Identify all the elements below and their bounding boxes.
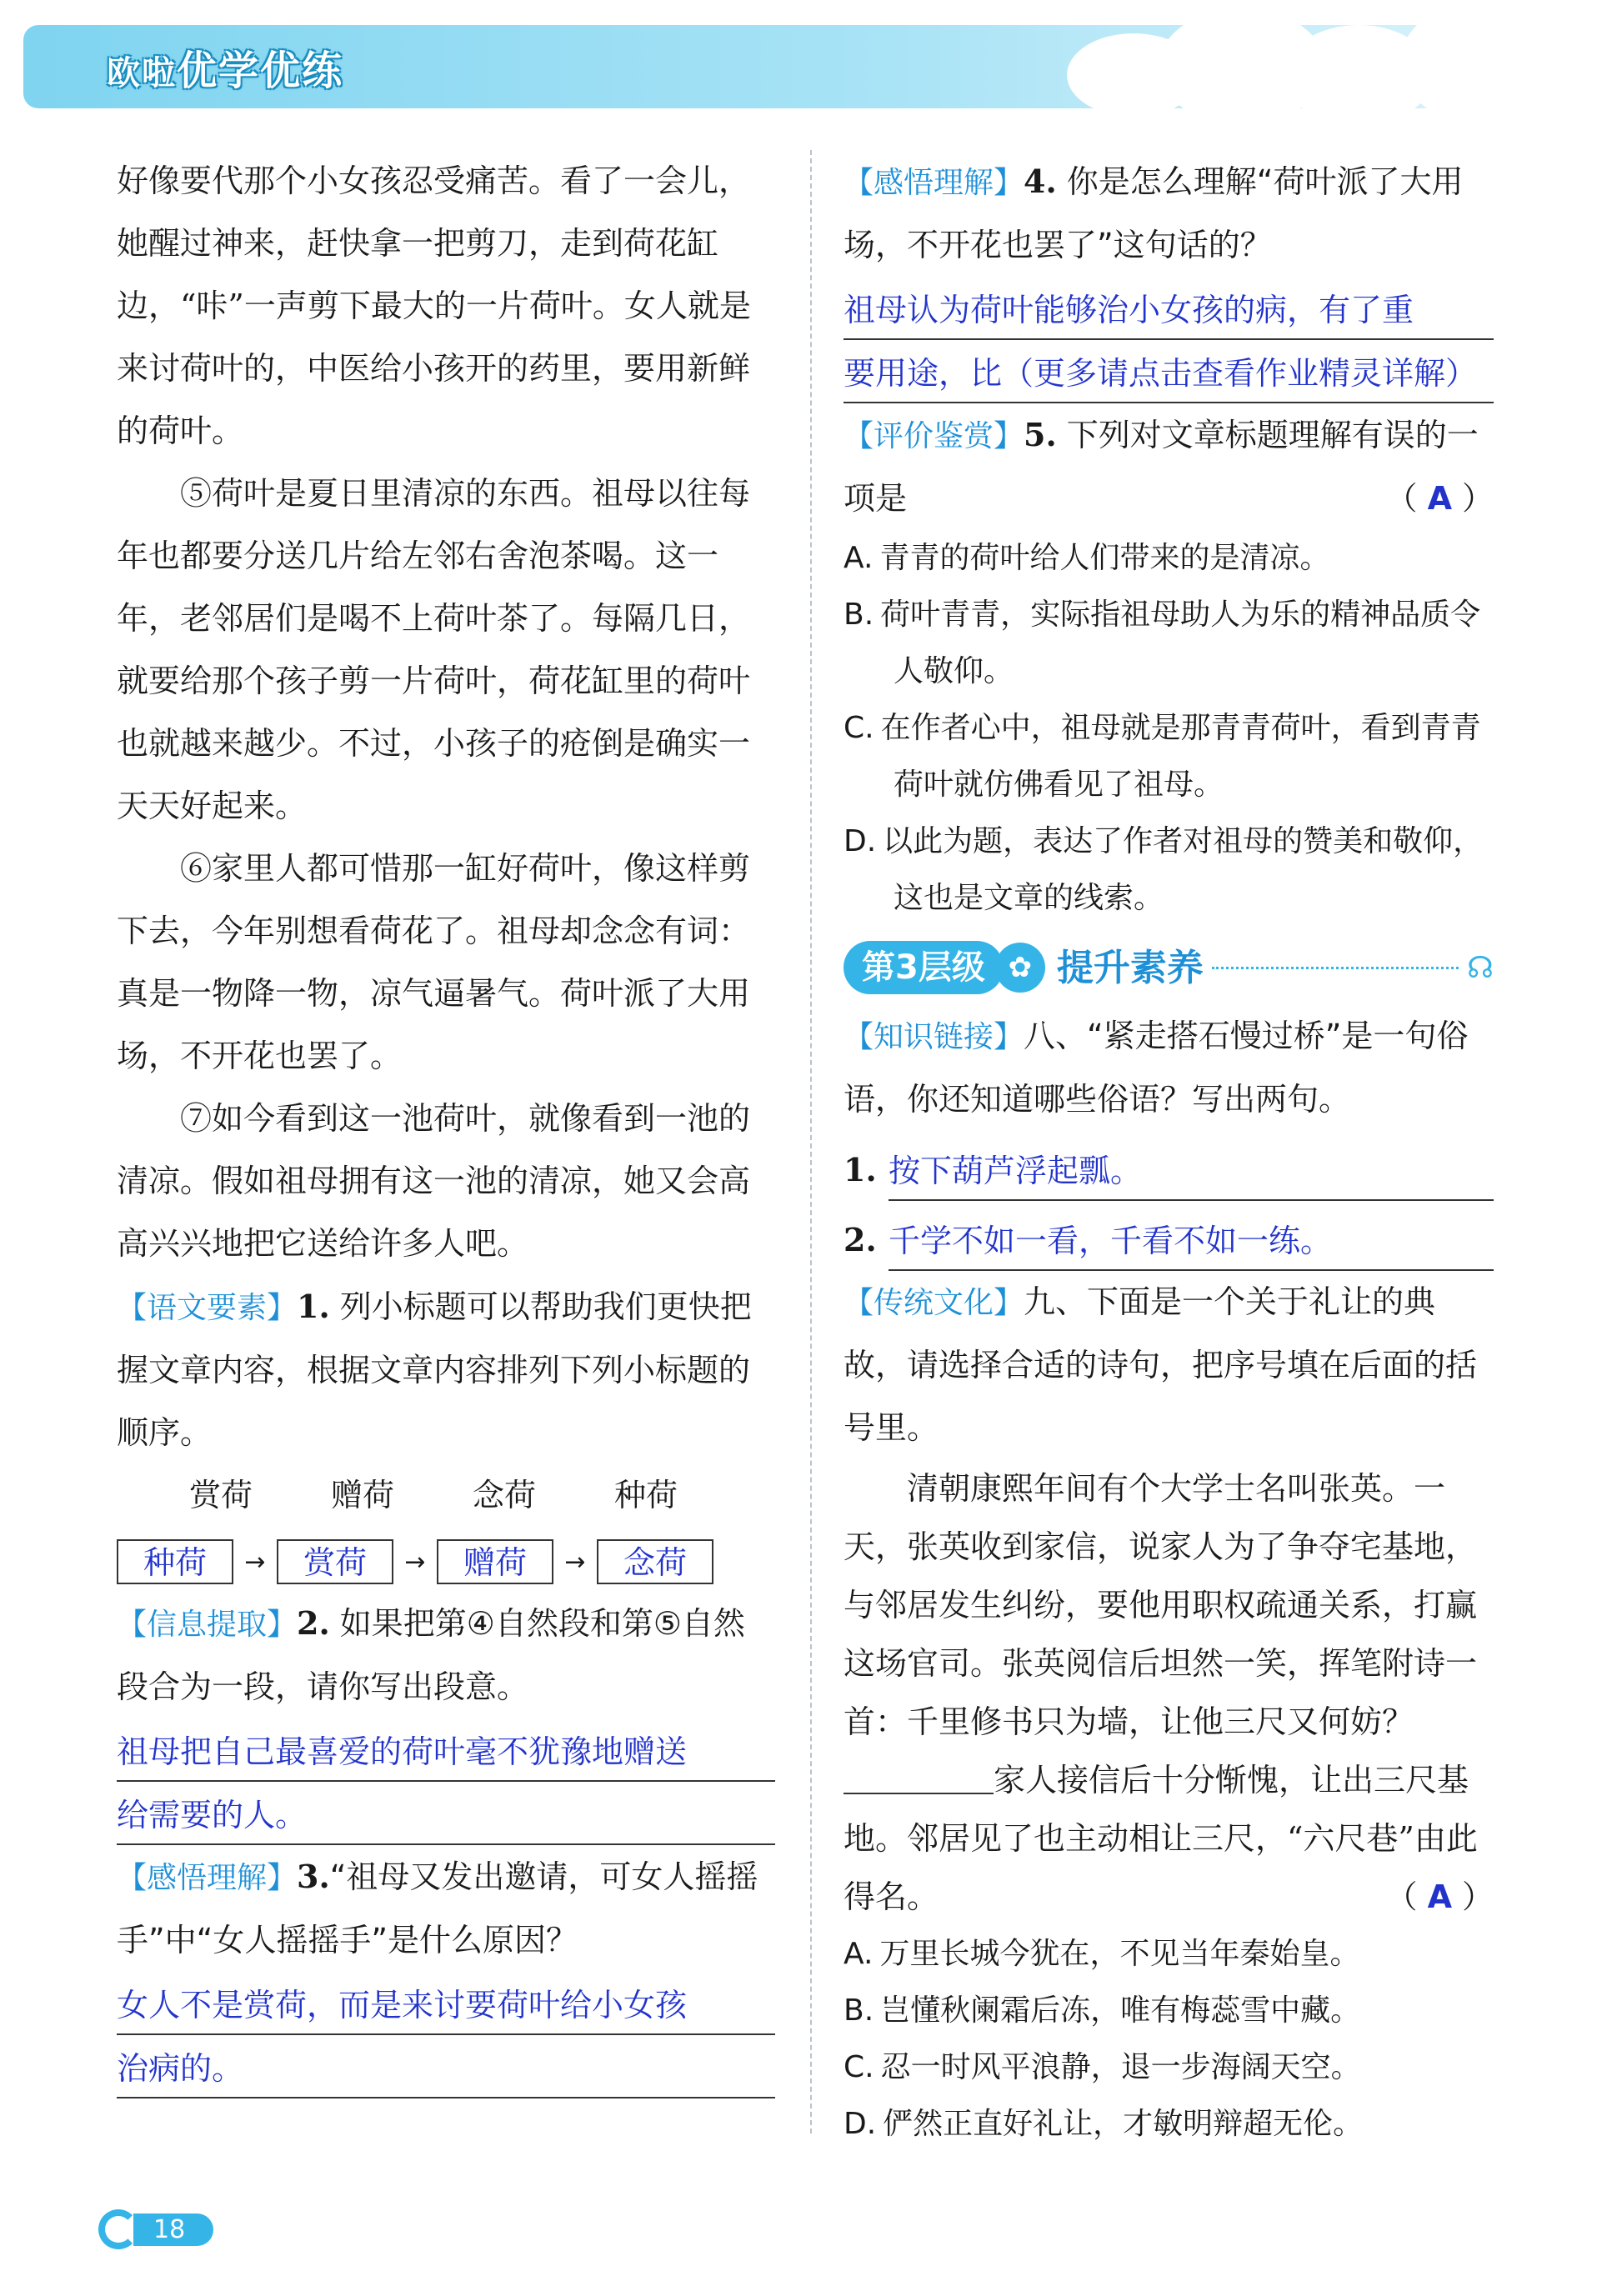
swirl-icon [98,2209,138,2249]
selected-answer[interactable]: A [1427,480,1452,517]
lightbulb-icon: ✿ [995,943,1045,993]
answer-line[interactable]: 祖母把自己最喜爱的荷叶毫不犹豫地赠送 [117,1718,775,1782]
story-paragraph: 清朝康熙年间有个大学士名叫张英。一天，张英收到家信，说家人为了争夺宅基地，与邻居发生纠纷，要他用职权疏通关系，打赢这场官司。张英阅信后坦然一笑，挥笔附诗一首：千里修书只为墙，让他三尺又何妨？家人接信后十分惭愧，让出三尺基地。邻居见了也主动相让三尺，“六尺巷”由此得名。 （ A ） [844,1459,1494,1926]
answer-line[interactable]: 女人不是赏荷，而是来讨要荷叶给小女孩 [117,1972,775,2035]
level-badge: 第3层级 [844,941,1004,994]
page-number: 18 [133,2213,213,2246]
cloud-decoration [1400,0,1567,125]
answer-box[interactable]: 种荷 [117,1539,233,1584]
swirl-icon: ☊ [1467,950,1494,985]
arrow-right-icon: → [244,1547,266,1577]
arrow-right-icon: → [564,1547,586,1577]
column-divider [810,150,812,2133]
question-tag: 【感悟理解】 [844,166,1024,200]
subtitle-option: 赠荷 [330,1477,394,1513]
question-tag: 【知识链接】 [844,1020,1024,1054]
level-title: 提升素养 [1056,946,1204,989]
option-b: B. 岂懂秋阑霜后冻，唯有梅蕊雪中藏。 [844,1993,1361,2028]
option-a: A. 万里长城今犹在，不见当年秦始皇。 [844,1937,1360,1971]
subtitle-option: 赏荷 [188,1477,253,1513]
page-footer [98,2204,213,2254]
option-d: D. 以此为题，表达了作者对祖母的赞美和敬仰，这也是文章的线索。 [844,824,1484,915]
answer-line[interactable]: 千学不如一看，千看不如一练。 [889,1208,1494,1271]
answer-box[interactable]: 赏荷 [277,1539,393,1584]
answer-line[interactable]: 给需要的人。 [117,1782,775,1845]
question-tag: 【评价鉴赏】 [844,419,1024,453]
answer-line[interactable]: 要用途，比（更多请点击查看作业精灵详解） [844,340,1494,403]
passage-paragraph-7: ⑦如今看到这一池荷叶，就像看到一池的清凉。假如祖母拥有这一池的清凉，她又会高高兴兴地把它送给许多人吧。 [117,1100,751,1262]
question-4: 【感悟理解】4. 你是怎么理解“荷叶派了大用场，不开花也罢了”这句话的？ [844,163,1464,263]
subtitle-options [150,1464,717,1527]
option-d: D. 俨然正直好礼让，才敏明辩超无伦。 [844,2107,1364,2141]
right-column [844,150,1494,2153]
question-3: 【感悟理解】3.“祖母又发出邀请，可女人摇摇手”中“女人摇摇手”是什么原因？ [117,1858,758,1958]
numbered-answer: 2. 千学不如一看，千看不如一练。 [844,1201,1494,1271]
answer-line[interactable]: 按下葫芦浮起瓢。 [889,1138,1494,1201]
question-9: 【传统文化】九、下面是一个关于礼让的典故，请选择合适的诗句，把序号填在后面的括号里。 [844,1283,1478,1446]
brand-logo: 欧啦优学优练 [107,48,344,94]
order-answer-row [117,1532,775,1592]
left-column [117,150,775,2098]
subtitle-option: 念荷 [472,1477,536,1513]
choice-answer: （ A ） [1385,480,1494,517]
answer-box[interactable]: 念荷 [597,1539,713,1584]
subtitle-option: 种荷 [613,1477,678,1513]
question-tag: 【传统文化】 [844,1286,1024,1320]
answer-line[interactable]: 治病的。 [117,2035,775,2098]
level-banner [844,930,1494,1005]
blank-line[interactable] [844,1759,994,1794]
selected-answer[interactable]: A [1427,1878,1452,1915]
answer-line[interactable]: 祖母认为荷叶能够治小女孩的病，有了重 [844,277,1494,340]
numbered-answer: 1. 按下葫芦浮起瓢。 [844,1131,1494,1201]
question-5: 【评价鉴赏】5. 下列对文章标题理解有误的一项是 （ A ） [844,403,1494,530]
question-tag: 【语文要素】 [117,1291,298,1325]
option-c: C. 忍一时风平浪静，退一步海阔天空。 [844,2050,1361,2084]
page-header [0,0,1607,133]
question-tag: 【信息提取】 [117,1608,298,1642]
answer-box[interactable]: 赠荷 [437,1539,553,1584]
passage-paragraph: 好像要代那个小女孩忍受痛苦。看了一会儿，她醒过神来，赶快拿一把剪刀，走到荷花缸边，“咔”一声剪下最大的一片荷叶。女人就是来讨荷叶的，中医给小孩开的药里，要用新鲜的荷叶。 [117,163,751,449]
passage-paragraph-5: ⑤荷叶是夏日里清凉的东西。祖母以往每年也都要分送几片给左邻右舍泡茶喝。这一年，老邻居们是喝不上荷叶茶了。每隔几日，就要给那个孩子剪一片荷叶，荷花缸里的荷叶也就越来越少。不过，小孩子的疮倒是确实一天天好起来。 [117,475,751,824]
question-2: 【信息提取】2. 如果把第④自然段和第⑤自然段合为一段，请你写出段意。 [117,1604,745,1705]
passage-paragraph-6: ⑥家里人都可惜那一缸好荷叶，像这样剪下去，今年别想看荷花了。祖母却念念有词：真是一物降一物，凉气逼暑气。荷叶派了大用场，不开花也罢了。 [117,850,751,1074]
arrow-right-icon: → [404,1547,426,1577]
dotted-line [1212,967,1459,969]
question-tag: 【感悟理解】 [117,1861,298,1895]
option-a: A. 青青的荷叶给人们带来的是清凉。 [844,541,1330,575]
question-8: 【知识链接】八、“紧走搭石慢过桥”是一句俗语，你还知道哪些俗语？写出两句。 [844,1018,1469,1118]
option-b: B. 荷叶青青，实际指祖母助人为乐的精神品质令人敬仰。 [844,598,1481,688]
option-c: C. 在作者心中，祖母就是那青青荷叶，看到青青荷叶就仿佛看见了祖母。 [844,711,1481,802]
choice-answer: （ A ） [1385,1878,1494,1915]
question-1: 【语文要素】1. 列小标题可以帮助我们更快把握文章内容，根据文章内容排列下列小标题的顺序。 [117,1288,752,1451]
